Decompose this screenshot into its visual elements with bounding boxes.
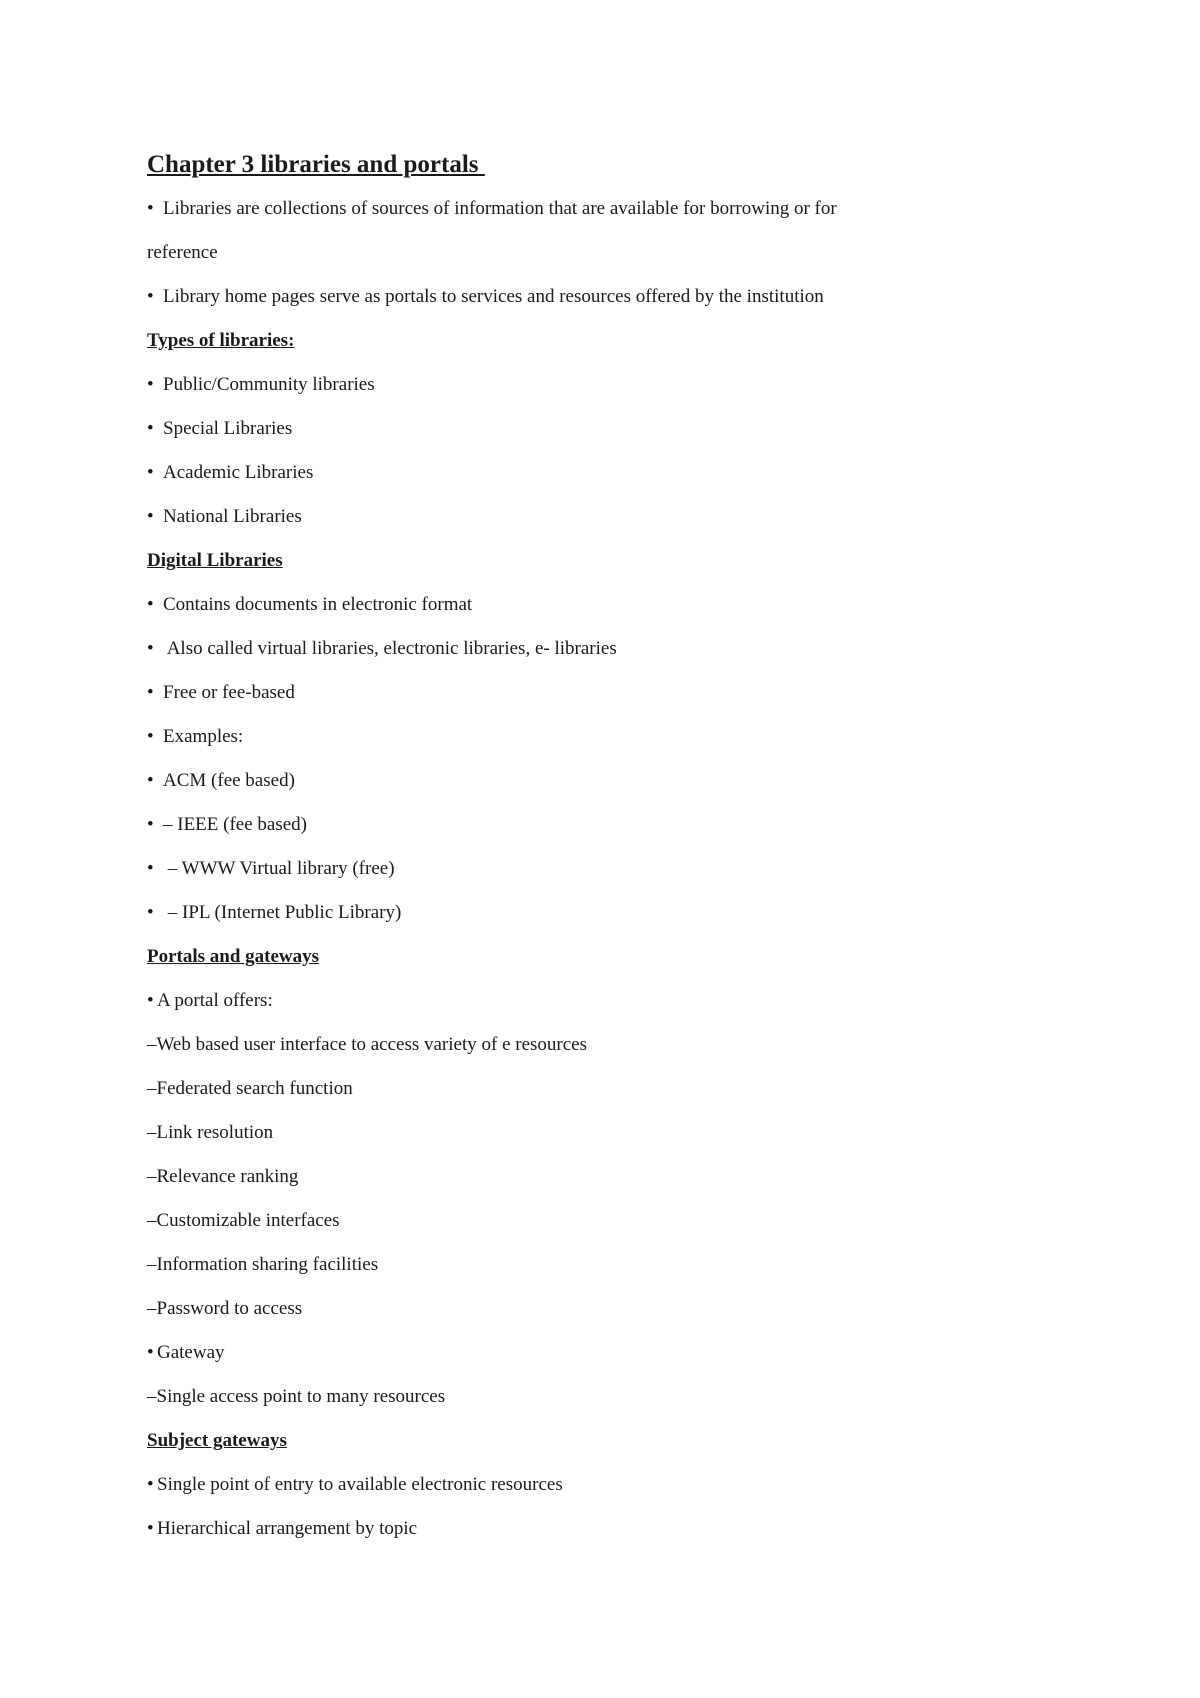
bullet-icon: • — [147, 858, 154, 879]
bullet-icon: • — [147, 814, 154, 835]
intro-bullet-2: • Library home pages serve as portals to services and resources offered by the institution — [147, 275, 1047, 319]
bullet-icon: • — [147, 902, 154, 923]
list-item: • Academic Libraries — [147, 451, 1047, 495]
bullet-icon: • — [147, 682, 154, 703]
subject-heading: Subject gateways — [147, 1430, 287, 1451]
chapter-title: Chapter 3 libraries and portals — [147, 151, 485, 178]
bullet-icon: • — [147, 374, 154, 395]
list-item: • – IPL (Internet Public Library) — [147, 891, 1047, 935]
portal-feature: –Link resolution — [147, 1122, 274, 1143]
types-heading: Types of libraries: — [147, 330, 295, 351]
digital-heading: Digital Libraries — [147, 550, 283, 571]
list-item: • Contains documents in electronic format — [147, 583, 1047, 627]
bullet-icon: • — [147, 990, 154, 1011]
list-item: • Hierarchical arrangement by topic — [147, 1507, 1047, 1551]
portals-heading: Portals and gateways — [147, 946, 320, 967]
bullet-icon: • — [147, 286, 154, 307]
bullet-icon: • — [147, 462, 154, 483]
list-item: • Single point of entry to available electronic resources — [147, 1463, 1047, 1507]
portal-feature: –Customizable interfaces — [147, 1210, 340, 1231]
list-item: • Examples: — [147, 715, 1047, 759]
bullet-icon: • — [147, 726, 154, 747]
portal-feature: –Web based user interface to access variety of e resources — [147, 1034, 588, 1055]
intro-bullet-1-continued: reference — [147, 242, 218, 263]
list-item: • National Libraries — [147, 495, 1047, 539]
bullet-icon: • — [147, 198, 154, 219]
bullet-icon: • — [147, 638, 154, 659]
portal-feature: –Information sharing facilities — [147, 1254, 379, 1275]
intro-bullet-1: • Libraries are collections of sources of information that are available for borrowing or for — [147, 187, 1047, 231]
list-item: • – WWW Virtual library (free) — [147, 847, 1047, 891]
list-item: • Also called virtual libraries, electronic libraries, e- libraries — [147, 627, 1047, 671]
portal-feature: –Federated search function — [147, 1078, 353, 1099]
bullet-icon: • — [147, 770, 154, 791]
list-item: • – IEEE (fee based) — [147, 803, 1047, 847]
bullet-icon: • — [147, 1474, 154, 1495]
list-item: • ACM (fee based) — [147, 759, 1047, 803]
gateway-label: • Gateway — [147, 1331, 1047, 1375]
bullet-icon: • — [147, 1342, 154, 1363]
bullet-icon: • — [147, 418, 154, 439]
portal-feature: –Password to access — [147, 1298, 303, 1319]
bullet-icon: • — [147, 1518, 154, 1539]
document-content — [147, 143, 1047, 1551]
list-item: • Public/Community libraries — [147, 363, 1047, 407]
portal-feature: –Relevance ranking — [147, 1166, 299, 1187]
bullet-icon: • — [147, 594, 154, 615]
bullet-icon: • — [147, 506, 154, 527]
portal-intro: • A portal offers: — [147, 979, 1047, 1023]
gateway-detail: –Single access point to many resources — [147, 1386, 446, 1407]
list-item: • Special Libraries — [147, 407, 1047, 451]
list-item: • Free or fee-based — [147, 671, 1047, 715]
